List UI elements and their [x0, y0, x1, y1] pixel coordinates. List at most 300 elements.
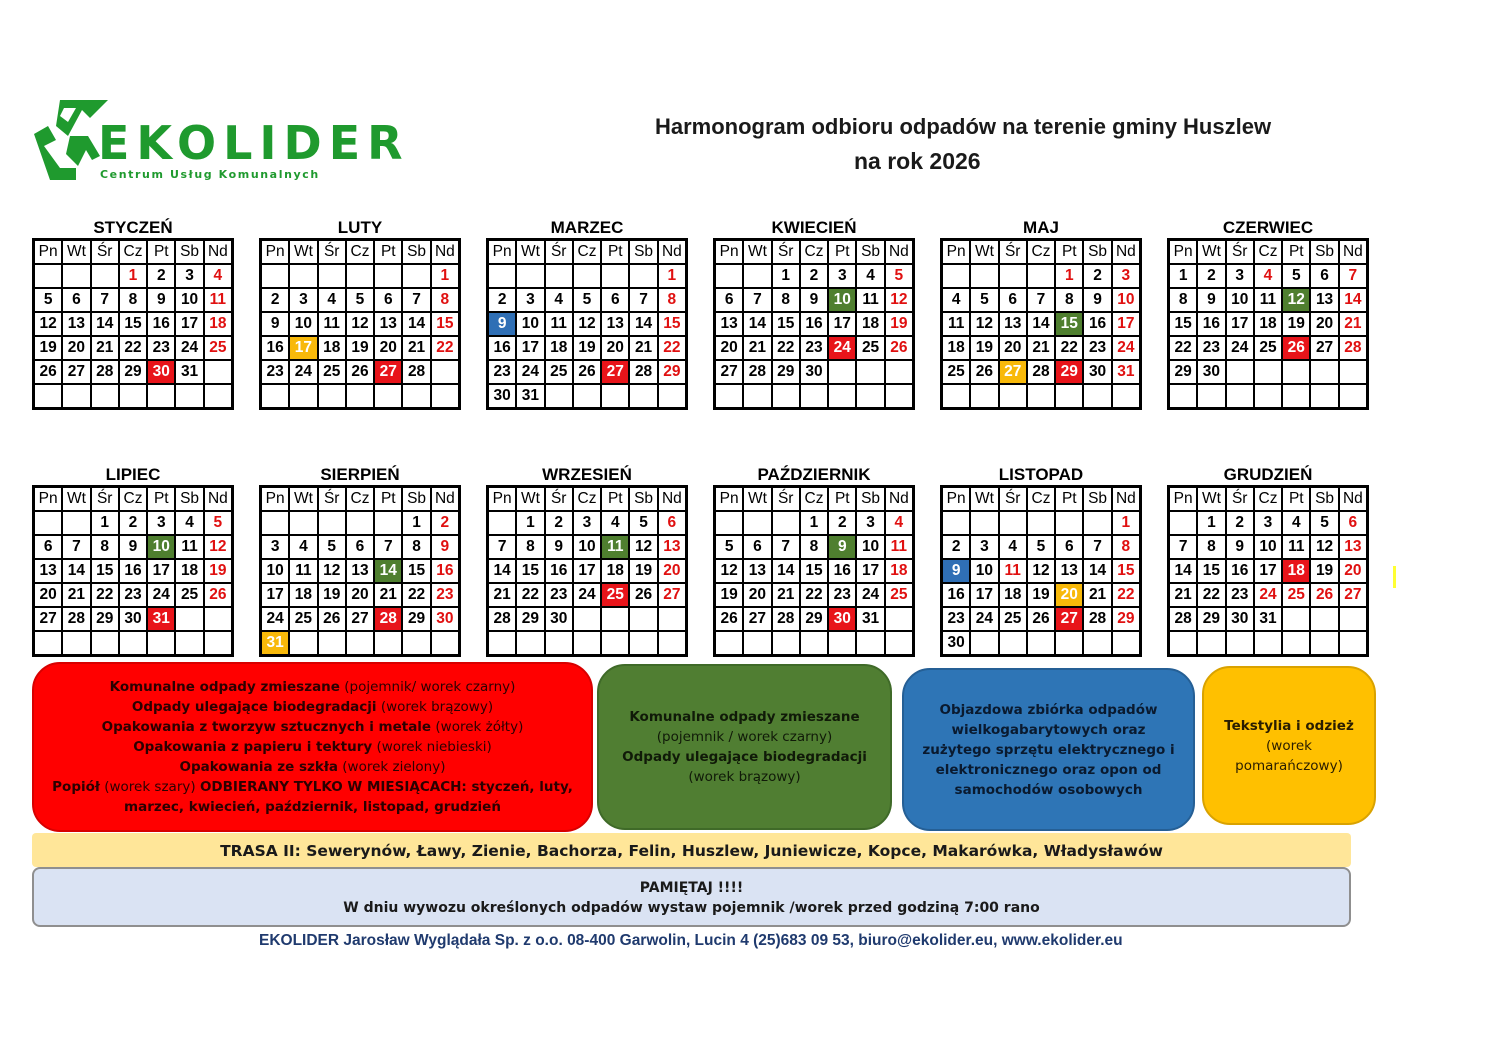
day-cell: 30 [1084, 361, 1110, 383]
month-grid [32, 485, 234, 657]
day-cell: 3 [1113, 265, 1139, 287]
day-cell: 19 [1028, 584, 1054, 606]
page-title: Harmonogram odbioru odpadów na terenie gminy Huszlew [655, 114, 1272, 139]
day-cell: 18 [1283, 560, 1309, 582]
empty-cell [517, 632, 543, 654]
day-cell: 13 [347, 560, 373, 582]
day-cell: 26 [205, 584, 231, 606]
weekday-header: Wt [1198, 241, 1224, 263]
day-cell: 8 [659, 289, 685, 311]
day-cell: 25 [886, 584, 912, 606]
day-cell: 18 [602, 560, 628, 582]
weekday-header: Nd [1113, 488, 1139, 510]
empty-cell [92, 385, 118, 407]
day-cell: 31 [148, 608, 174, 630]
legend-red-text [52, 677, 573, 817]
day-cell: 3 [148, 512, 174, 534]
empty-cell [176, 608, 202, 630]
day-cell: 10 [857, 536, 883, 558]
day-cell: 23 [546, 584, 572, 606]
empty-cell [546, 632, 572, 654]
day-cell: 1 [773, 265, 799, 287]
day-cell: 5 [319, 536, 345, 558]
day-cell: 26 [886, 337, 912, 359]
empty-cell [432, 632, 458, 654]
empty-cell [1028, 512, 1054, 534]
empty-cell [773, 632, 799, 654]
empty-cell [375, 512, 401, 534]
day-cell: 27 [659, 584, 685, 606]
empty-cell [630, 265, 656, 287]
day-cell: 5 [1311, 512, 1337, 534]
empty-cell [829, 361, 855, 383]
day-cell: 3 [517, 289, 543, 311]
empty-cell [432, 385, 458, 407]
day-cell: 10 [176, 289, 202, 311]
empty-cell [262, 385, 288, 407]
day-cell: 28 [1340, 337, 1366, 359]
day-cell: 24 [262, 608, 288, 630]
day-cell: 17 [1113, 313, 1139, 335]
day-cell: 14 [1028, 313, 1054, 335]
weekday-header: Pt [1056, 241, 1082, 263]
empty-cell [290, 632, 316, 654]
empty-cell [602, 632, 628, 654]
day-cell: 18 [319, 337, 345, 359]
day-cell: 6 [347, 536, 373, 558]
day-cell: 18 [176, 560, 202, 582]
day-cell: 20 [1000, 337, 1026, 359]
day-cell: 21 [403, 337, 429, 359]
day-cell: 3 [829, 265, 855, 287]
empty-cell [630, 385, 656, 407]
day-cell: 19 [971, 337, 997, 359]
day-cell: 14 [63, 560, 89, 582]
empty-cell [375, 265, 401, 287]
day-cell: 4 [546, 289, 572, 311]
day-cell: 22 [1056, 337, 1082, 359]
day-cell: 29 [801, 608, 827, 630]
day-cell: 4 [290, 536, 316, 558]
day-cell: 17 [1255, 560, 1281, 582]
month-name: LISTOPAD [998, 465, 1084, 484]
weekday-header: Pt [375, 488, 401, 510]
day-cell: 25 [1000, 608, 1026, 630]
empty-cell [602, 608, 628, 630]
day-cell: 16 [829, 560, 855, 582]
day-cell: 12 [347, 313, 373, 335]
day-cell: 22 [659, 337, 685, 359]
day-cell: 2 [1198, 265, 1224, 287]
empty-cell [659, 632, 685, 654]
day-cell: 18 [857, 313, 883, 335]
day-cell: 22 [403, 584, 429, 606]
empty-cell [857, 385, 883, 407]
day-cell: 24 [1113, 337, 1139, 359]
month-calendar [940, 465, 1142, 657]
empty-cell [1198, 385, 1224, 407]
weekday-header: Pt [1283, 241, 1309, 263]
month-name: LIPIEC [105, 465, 161, 484]
empty-cell [943, 265, 969, 287]
month-grid [486, 485, 688, 657]
day-cell: 5 [347, 289, 373, 311]
day-cell: 6 [716, 289, 742, 311]
day-cell: 30 [148, 361, 174, 383]
day-cell: 28 [1028, 361, 1054, 383]
empty-cell [829, 632, 855, 654]
day-cell: 21 [1340, 313, 1366, 335]
month-grid [259, 485, 461, 657]
empty-cell [347, 385, 373, 407]
day-cell: 30 [943, 632, 969, 654]
day-cell: 25 [290, 608, 316, 630]
day-cell: 27 [35, 608, 61, 630]
day-cell: 24 [1227, 337, 1253, 359]
month-grid [940, 485, 1142, 657]
empty-cell [574, 608, 600, 630]
day-cell: 2 [148, 265, 174, 287]
day-cell: 24 [176, 337, 202, 359]
empty-cell [176, 632, 202, 654]
day-cell: 29 [1198, 608, 1224, 630]
empty-cell [1340, 385, 1366, 407]
day-cell: 25 [857, 337, 883, 359]
day-cell: 29 [1056, 361, 1082, 383]
route-banner: TRASA II: Sewerynów, Ławy, Zienie, Bachorza, Felin, Huszlew, Juniewicze, Kopce, Makarówka, Władysławów [32, 833, 1351, 867]
day-cell: 24 [1255, 584, 1281, 606]
empty-cell [744, 632, 770, 654]
empty-cell [574, 385, 600, 407]
month-grid [1167, 238, 1369, 410]
empty-cell [1170, 512, 1196, 534]
empty-cell [1000, 265, 1026, 287]
day-cell: 15 [773, 313, 799, 335]
day-cell: 3 [574, 512, 600, 534]
empty-cell [489, 632, 515, 654]
weekday-header: Pn [943, 241, 969, 263]
empty-cell [659, 608, 685, 630]
day-cell: 10 [1227, 289, 1253, 311]
day-cell: 27 [716, 361, 742, 383]
weekday-header: Pt [148, 488, 174, 510]
empty-cell [432, 361, 458, 383]
empty-cell [347, 265, 373, 287]
day-cell: 3 [971, 536, 997, 558]
legend-line: Odpady ulegające biodegradacji (worek brązowy) [131, 699, 494, 715]
month-name: MARZEC [550, 218, 624, 237]
day-cell: 19 [630, 560, 656, 582]
legend-bulky-waste [902, 668, 1195, 831]
day-cell: 25 [205, 337, 231, 359]
day-cell: 18 [290, 584, 316, 606]
empty-cell [1084, 385, 1110, 407]
weekday-header: Wt [290, 241, 316, 263]
day-cell: 9 [1084, 289, 1110, 311]
weekday-header: Nd [205, 488, 231, 510]
day-cell: 16 [1198, 313, 1224, 335]
weekday-header: Cz [574, 488, 600, 510]
day-cell: 16 [262, 337, 288, 359]
day-cell: 4 [1000, 536, 1026, 558]
day-cell: 30 [120, 608, 146, 630]
empty-cell [630, 632, 656, 654]
day-cell: 22 [1113, 584, 1139, 606]
empty-cell [375, 632, 401, 654]
legend-line: Opakowania z papieru i tektury (worek niebieski) [133, 739, 492, 755]
empty-cell [574, 632, 600, 654]
day-cell: 10 [829, 289, 855, 311]
logo-subtitle: Centrum Usług Komunalnych [100, 168, 320, 181]
empty-cell [886, 361, 912, 383]
day-cell: 2 [829, 512, 855, 534]
empty-cell [403, 632, 429, 654]
day-cell: 20 [63, 337, 89, 359]
day-cell: 4 [886, 512, 912, 534]
day-cell: 30 [1198, 361, 1224, 383]
day-cell: 9 [829, 536, 855, 558]
empty-cell [1311, 361, 1337, 383]
day-cell: 21 [1084, 584, 1110, 606]
weekday-header: Cz [801, 241, 827, 263]
day-cell: 5 [35, 289, 61, 311]
weekday-header: Sb [403, 488, 429, 510]
weekday-header: Śr [773, 488, 799, 510]
day-cell: 1 [517, 512, 543, 534]
legend-line: Odpady ulegające biodegradacji [622, 749, 867, 765]
empty-cell [1255, 632, 1281, 654]
empty-cell [290, 265, 316, 287]
legend-line: Popiół (worek szary) ODBIERANY TYLKO W MIESIĄCACH: styczeń, luty, [52, 779, 573, 795]
day-cell: 13 [659, 536, 685, 558]
day-cell: 17 [517, 337, 543, 359]
empty-cell [319, 385, 345, 407]
day-cell: 5 [205, 512, 231, 534]
day-cell: 22 [432, 337, 458, 359]
day-cell: 6 [63, 289, 89, 311]
weekday-header: Sb [630, 488, 656, 510]
day-cell: 7 [92, 289, 118, 311]
empty-cell [744, 512, 770, 534]
empty-cell [319, 265, 345, 287]
day-cell: 15 [659, 313, 685, 335]
day-cell: 19 [1283, 313, 1309, 335]
day-cell: 26 [1311, 584, 1337, 606]
day-cell: 10 [1113, 289, 1139, 311]
day-cell: 12 [319, 560, 345, 582]
empty-cell [35, 632, 61, 654]
month-name: PAŹDZIERNIK [757, 465, 871, 484]
day-cell: 15 [1198, 560, 1224, 582]
empty-cell [205, 632, 231, 654]
empty-cell [574, 265, 600, 287]
day-cell: 29 [1113, 608, 1139, 630]
day-cell: 5 [1028, 536, 1054, 558]
day-cell: 19 [35, 337, 61, 359]
day-cell: 6 [1340, 512, 1366, 534]
empty-cell [1056, 632, 1082, 654]
day-cell: 15 [517, 560, 543, 582]
empty-cell [1283, 632, 1309, 654]
empty-cell [829, 385, 855, 407]
weekday-header: Pt [602, 241, 628, 263]
empty-cell [262, 512, 288, 534]
day-cell: 21 [744, 337, 770, 359]
legend-line: Opakowania z tworzyw sztucznych i metale (worek żółty) [101, 719, 524, 735]
day-cell: 17 [829, 313, 855, 335]
day-cell: 23 [148, 337, 174, 359]
empty-cell [971, 265, 997, 287]
day-cell: 26 [574, 361, 600, 383]
day-cell: 13 [602, 313, 628, 335]
day-cell: 29 [773, 361, 799, 383]
day-cell: 10 [517, 313, 543, 335]
day-cell: 11 [943, 313, 969, 335]
day-cell: 8 [1170, 289, 1196, 311]
weekday-header: Pt [1056, 488, 1082, 510]
weekday-header: Śr [1227, 241, 1253, 263]
day-cell: 24 [148, 584, 174, 606]
day-cell: 2 [120, 512, 146, 534]
month-name: MAJ [1023, 218, 1059, 237]
weekday-header: Sb [1084, 241, 1110, 263]
weekday-header: Wt [63, 488, 89, 510]
weekday-header: Nd [659, 488, 685, 510]
day-cell: 9 [1227, 536, 1253, 558]
day-cell: 17 [574, 560, 600, 582]
day-cell: 23 [262, 361, 288, 383]
empty-cell [801, 385, 827, 407]
day-cell: 31 [176, 361, 202, 383]
day-cell: 27 [1311, 337, 1337, 359]
weekday-header: Sb [403, 241, 429, 263]
day-cell: 7 [1028, 289, 1054, 311]
empty-cell [744, 265, 770, 287]
weekday-header: Cz [120, 241, 146, 263]
day-cell: 5 [971, 289, 997, 311]
empty-cell [1028, 632, 1054, 654]
day-cell: 12 [1311, 536, 1337, 558]
day-cell: 27 [375, 361, 401, 383]
empty-cell [290, 385, 316, 407]
day-cell: 19 [319, 584, 345, 606]
day-cell: 2 [546, 512, 572, 534]
day-cell: 10 [290, 313, 316, 335]
weekday-header: Wt [1198, 488, 1224, 510]
empty-cell [1084, 512, 1110, 534]
empty-cell [1311, 632, 1337, 654]
day-cell: 2 [489, 289, 515, 311]
weekday-header: Sb [630, 241, 656, 263]
day-cell: 13 [1340, 536, 1366, 558]
day-cell: 11 [602, 536, 628, 558]
day-cell: 26 [1028, 608, 1054, 630]
empty-cell [546, 265, 572, 287]
empty-cell [1113, 632, 1139, 654]
day-cell: 18 [943, 337, 969, 359]
day-cell: 18 [886, 560, 912, 582]
day-cell: 27 [1056, 608, 1082, 630]
day-cell: 9 [262, 313, 288, 335]
month-calendar [32, 465, 234, 657]
day-cell: 24 [829, 337, 855, 359]
weekday-header: Sb [1311, 488, 1337, 510]
day-cell: 21 [1170, 584, 1196, 606]
legend-mixed-waste [32, 662, 593, 832]
day-cell: 25 [546, 361, 572, 383]
day-cell: 31 [1255, 608, 1281, 630]
empty-cell [1283, 608, 1309, 630]
empty-cell [1056, 385, 1082, 407]
day-cell: 15 [1113, 560, 1139, 582]
day-cell: 1 [92, 512, 118, 534]
day-cell: 31 [517, 385, 543, 407]
day-cell: 19 [347, 337, 373, 359]
day-cell: 17 [176, 313, 202, 335]
logo-wordmark: EKOLIDER [98, 116, 410, 170]
day-cell: 13 [744, 560, 770, 582]
empty-cell [148, 632, 174, 654]
weekday-header: Sb [1084, 488, 1110, 510]
day-cell: 15 [432, 313, 458, 335]
weekday-header: Cz [1028, 241, 1054, 263]
day-cell: 10 [262, 560, 288, 582]
empty-cell [35, 512, 61, 534]
empty-cell [347, 512, 373, 534]
day-cell: 21 [63, 584, 89, 606]
day-cell: 14 [403, 313, 429, 335]
empty-cell [716, 385, 742, 407]
day-cell: 1 [403, 512, 429, 534]
weekday-header: Nd [886, 488, 912, 510]
empty-cell [630, 608, 656, 630]
day-cell: 15 [403, 560, 429, 582]
empty-cell [546, 385, 572, 407]
legend-line: Opakowania ze szkła (worek zielony) [179, 759, 446, 775]
month-name: WRZESIEŃ [542, 465, 632, 484]
day-cell: 20 [1311, 313, 1337, 335]
day-cell: 7 [375, 536, 401, 558]
day-cell: 24 [517, 361, 543, 383]
weekday-header: Wt [971, 488, 997, 510]
empty-cell [1113, 385, 1139, 407]
day-cell: 21 [630, 337, 656, 359]
weekday-header: Pn [489, 488, 515, 510]
weekday-header: Sb [1311, 241, 1337, 263]
day-cell: 5 [1283, 265, 1309, 287]
weekday-header: Nd [1340, 241, 1366, 263]
day-cell: 15 [92, 560, 118, 582]
weekday-header: Śr [546, 241, 572, 263]
day-cell: 28 [375, 608, 401, 630]
day-cell: 23 [801, 337, 827, 359]
ekolider-logo [30, 96, 440, 186]
day-cell: 31 [857, 608, 883, 630]
day-cell: 8 [1056, 289, 1082, 311]
weekday-header: Pn [716, 488, 742, 510]
day-cell: 27 [744, 608, 770, 630]
day-cell: 11 [319, 313, 345, 335]
empty-cell [205, 608, 231, 630]
day-cell: 5 [574, 289, 600, 311]
day-cell: 2 [1227, 512, 1253, 534]
day-cell: 2 [801, 265, 827, 287]
empty-cell [1283, 361, 1309, 383]
day-cell: 4 [602, 512, 628, 534]
month-grid [1167, 485, 1369, 657]
empty-cell [290, 512, 316, 534]
empty-cell [1000, 512, 1026, 534]
